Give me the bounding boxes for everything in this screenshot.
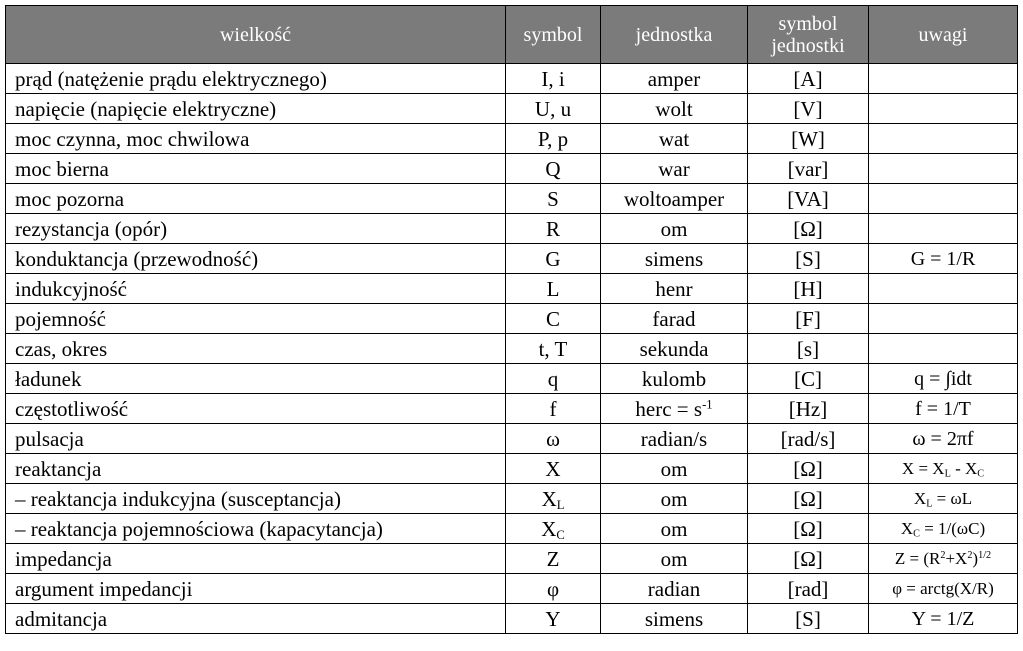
cell-symbol: C: [506, 304, 601, 334]
cell-unit-symbol: [S]: [748, 604, 869, 634]
note-part: ): [972, 548, 979, 568]
cell-unit-symbol: [Ω]: [748, 544, 869, 574]
cell-quantity: – reaktancja pojemnościowa (kapacytancja): [6, 514, 506, 544]
header-unit-symbol-line1: symbol: [778, 12, 838, 35]
symbol-base: X: [541, 516, 557, 541]
table-row: [6, 154, 1018, 184]
table-row: [6, 574, 1018, 604]
table-row: [6, 364, 1018, 394]
cell-unit: simens: [601, 244, 748, 274]
cell-unit: amper: [601, 64, 748, 94]
header-unit: jednostka: [601, 6, 748, 64]
cell-quantity: argument impedancji: [6, 574, 506, 604]
note-subscript: C: [977, 468, 985, 480]
table-row: [6, 544, 1018, 574]
cell-unit: farad: [601, 304, 748, 334]
cell-unit-symbol: [Ω]: [748, 484, 869, 514]
table-row: [6, 274, 1018, 304]
table-row: [6, 424, 1018, 454]
cell-unit: om: [601, 454, 748, 484]
cell-quantity: indukcyjność: [6, 274, 506, 304]
cell-note: [869, 64, 1018, 94]
cell-quantity: moc czynna, moc chwilowa: [6, 124, 506, 154]
cell-symbol: ω: [506, 424, 601, 454]
cell-note: [869, 514, 1018, 544]
cell-unit-base: herc = s: [635, 396, 703, 421]
cell-unit-symbol: [rad]: [748, 574, 869, 604]
cell-note: [869, 184, 1018, 214]
cell-symbol: Q: [506, 154, 601, 184]
note-part: = 1/(ωC): [919, 518, 986, 538]
cell-unit-symbol: [VA]: [748, 184, 869, 214]
note-part: X = X: [901, 458, 945, 478]
cell-note: f = 1/T: [869, 394, 1018, 424]
symbol-subscript: L: [556, 497, 565, 512]
cell-unit: om: [601, 484, 748, 514]
cell-quantity: ładunek: [6, 364, 506, 394]
cell-quantity: czas, okres: [6, 334, 506, 364]
cell-note: [869, 484, 1018, 514]
table-body: [6, 64, 1018, 634]
cell-unit-exponent: -1: [702, 396, 713, 411]
header-quantity: wielkość: [6, 6, 506, 64]
note-superscript: 1/2: [978, 549, 992, 561]
table-row: [6, 604, 1018, 634]
cell-symbol: q: [506, 364, 601, 394]
cell-unit-symbol: [s]: [748, 334, 869, 364]
note-superscript: 2: [967, 549, 973, 561]
note-subscript: L: [926, 498, 933, 510]
cell-unit: henr: [601, 274, 748, 304]
cell-unit: sekunda: [601, 334, 748, 364]
cell-quantity: pulsacja: [6, 424, 506, 454]
cell-note: [869, 304, 1018, 334]
cell-unit: woltoamper: [601, 184, 748, 214]
cell-unit: war: [601, 154, 748, 184]
cell-unit-symbol: [S]: [748, 244, 869, 274]
cell-symbol: R: [506, 214, 601, 244]
cell-note: [869, 454, 1018, 484]
cell-note: G = 1/R: [869, 244, 1018, 274]
cell-unit-symbol: [V]: [748, 94, 869, 124]
table-row: [6, 214, 1018, 244]
cell-quantity: częstotliwość: [6, 394, 506, 424]
cell-unit: simens: [601, 604, 748, 634]
cell-symbol: P, p: [506, 124, 601, 154]
cell-symbol: X: [506, 454, 601, 484]
cell-note: [869, 544, 1018, 574]
cell-symbol: φ: [506, 574, 601, 604]
cell-symbol: S: [506, 184, 601, 214]
header-unit-symbol: [748, 6, 869, 64]
note-part: X: [900, 518, 914, 538]
table-row: [6, 64, 1018, 94]
cell-symbol: Y: [506, 604, 601, 634]
cell-unit-symbol: [F]: [748, 304, 869, 334]
cell-unit-symbol: [W]: [748, 124, 869, 154]
note-superscript: 2: [940, 549, 946, 561]
cell-note: q = ∫idt: [869, 364, 1018, 394]
cell-quantity: reaktancja: [6, 454, 506, 484]
cell-unit-symbol: [Hz]: [748, 394, 869, 424]
table-row: [6, 184, 1018, 214]
cell-symbol: L: [506, 274, 601, 304]
table-row: [6, 124, 1018, 154]
cell-quantity: impedancja: [6, 544, 506, 574]
cell-unit: om: [601, 544, 748, 574]
table-row: [6, 514, 1018, 544]
cell-unit-symbol: [var]: [748, 154, 869, 184]
cell-unit-symbol: [rad/s]: [748, 424, 869, 454]
cell-unit: radian/s: [601, 424, 748, 454]
cell-unit: radian: [601, 574, 748, 604]
cell-symbol: I, i: [506, 64, 601, 94]
cell-unit-symbol: [C]: [748, 364, 869, 394]
cell-note: [869, 124, 1018, 154]
cell-unit: wat: [601, 124, 748, 154]
table-row: [6, 244, 1018, 274]
cell-unit: om: [601, 514, 748, 544]
note-part: - X: [950, 458, 978, 478]
cell-symbol: t, T: [506, 334, 601, 364]
table-row: [6, 394, 1018, 424]
cell-note: [869, 274, 1018, 304]
note-part: Z = (R: [894, 548, 941, 568]
note-subscript: C: [913, 528, 920, 540]
cell-unit-symbol: [Ω]: [748, 514, 869, 544]
cell-quantity: moc bierna: [6, 154, 506, 184]
cell-quantity: pojemność: [6, 304, 506, 334]
cell-note: ω = 2πf: [869, 424, 1018, 454]
cell-unit: [601, 394, 748, 424]
cell-symbol: [506, 484, 601, 514]
cell-symbol: G: [506, 244, 601, 274]
cell-unit: kulomb: [601, 364, 748, 394]
table-row: [6, 334, 1018, 364]
cell-symbol: U, u: [506, 94, 601, 124]
cell-quantity: konduktancja (przewodność): [6, 244, 506, 274]
symbol-subscript: C: [556, 527, 565, 542]
cell-note: [869, 334, 1018, 364]
cell-note: [869, 94, 1018, 124]
symbol-base: X: [541, 486, 557, 511]
cell-note: [869, 154, 1018, 184]
cell-symbol: [506, 514, 601, 544]
cell-unit-symbol: [Ω]: [748, 214, 869, 244]
header-row: [6, 6, 1018, 64]
cell-symbol: Z: [506, 544, 601, 574]
table-row: [6, 94, 1018, 124]
cell-quantity: napięcie (napięcie elektryczne): [6, 94, 506, 124]
table-row: [6, 454, 1018, 484]
note-part: X: [913, 488, 927, 508]
header-unit-symbol-line2: jednostki: [771, 34, 845, 57]
cell-unit-symbol: [Ω]: [748, 454, 869, 484]
note-part: +X: [945, 548, 968, 568]
cell-unit-symbol: [H]: [748, 274, 869, 304]
table-row: [6, 484, 1018, 514]
cell-unit: om: [601, 214, 748, 244]
cell-note: [869, 214, 1018, 244]
header-notes: uwagi: [869, 6, 1018, 64]
cell-quantity: moc pozorna: [6, 184, 506, 214]
cell-quantity: admitancja: [6, 604, 506, 634]
cell-unit-symbol: [A]: [748, 64, 869, 94]
cell-quantity: prąd (natężenie prądu elektrycznego): [6, 64, 506, 94]
table-row: [6, 304, 1018, 334]
cell-note: Y = 1/Z: [869, 604, 1018, 634]
cell-quantity: rezystancja (opór): [6, 214, 506, 244]
header-symbol: symbol: [506, 6, 601, 64]
cell-quantity: – reaktancja indukcyjna (susceptancja): [6, 484, 506, 514]
cell-note: φ = arctg(X/R): [869, 574, 1018, 604]
table-header: [6, 6, 1018, 64]
note-part: = ωL: [932, 488, 973, 508]
note-subscript: L: [944, 468, 951, 480]
units-table: [5, 5, 1018, 634]
cell-symbol: f: [506, 394, 601, 424]
cell-unit: wolt: [601, 94, 748, 124]
